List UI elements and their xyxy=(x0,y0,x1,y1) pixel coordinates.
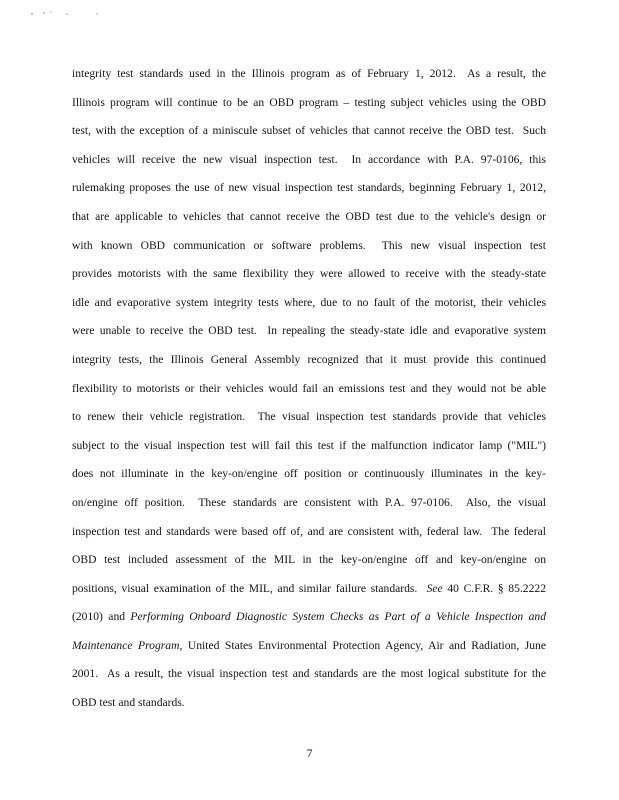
text-line xyxy=(72,117,546,146)
text-segment: with known OBD communication or software problems. This new visual inspection test xyxy=(72,238,546,252)
text-line xyxy=(72,518,546,547)
text-segment: Illinois program will continue to be an OBD program – testing subject vehicles using the OBD xyxy=(72,95,546,109)
text-line xyxy=(72,174,546,203)
text-line xyxy=(72,460,546,489)
text-segment: integrity tests, the Illinois General Assembly recognized that it must provide this continued xyxy=(72,352,546,366)
text-segment: OBD test and standards. xyxy=(72,696,185,710)
text-line xyxy=(72,660,546,689)
page-number: 7 xyxy=(306,747,313,760)
text-line xyxy=(72,489,546,518)
text-segment: does not illuminate in the key-on/engine off position or continuously illuminates in the key- xyxy=(72,467,546,481)
body-paragraph xyxy=(72,60,546,718)
text-segment: 2001. As a result, the visual inspection test and standards are the most logical substitute for the xyxy=(72,667,546,681)
text-line xyxy=(72,689,546,718)
text-line xyxy=(72,403,546,432)
text-line xyxy=(72,232,546,261)
text-line xyxy=(72,203,546,232)
text-line xyxy=(72,89,546,118)
italic-text: See xyxy=(426,581,443,595)
text-segment: provides motorists with the same flexibility they were allowed to receive with the steady-state xyxy=(72,267,546,281)
text-line xyxy=(72,60,546,89)
text-segment: on/engine off position. These standards are consistent with P.A. 97-0106. Also, the visual xyxy=(72,495,546,509)
text-segment: rulemaking proposes the use of new visual inspection test standards, beginning February 1, 2012, xyxy=(72,181,546,195)
text-segment: , United States Environmental Protection Agency, Air and Radiation, June xyxy=(179,638,546,652)
text-segment: inspection test and standards were based off of, and are consistent with, federal law. The federal xyxy=(72,524,546,538)
text-segment: 40 C.F.R. § 85.2222 xyxy=(442,581,546,595)
text-line xyxy=(72,289,546,318)
text-segment: to renew their vehicle registration. The visual inspection test standards provide that vehicles xyxy=(72,410,546,424)
text-segment: idle and evaporative system integrity tests where, due to no fault of the motorist, their vehicles xyxy=(72,295,546,309)
text-line xyxy=(72,260,546,289)
text-line xyxy=(72,375,546,404)
text-segment: were unable to receive the OBD test. In repealing the steady-state idle and evaporative system xyxy=(72,324,546,338)
text-segment: test, with the exception of a miniscule subset of vehicles that cannot receive the OBD test. Such xyxy=(72,124,546,138)
text-line xyxy=(72,575,546,604)
scan-speck-marks xyxy=(30,6,110,18)
text-line xyxy=(72,632,546,661)
text-segment: flexibility to motorists or their vehicles would fail an emissions test and they would not be able xyxy=(72,381,546,395)
italic-text: Maintenance Program xyxy=(72,638,180,652)
text-segment: positions, visual examination of the MIL, and similar failure standards. xyxy=(72,581,427,595)
text-line xyxy=(72,546,546,575)
text-segment: subject to the visual inspection test will fail this test if the malfunction indicator lamp ("MIL") xyxy=(72,438,546,452)
text-line xyxy=(72,603,546,632)
text-line xyxy=(72,346,546,375)
text-line xyxy=(72,146,546,175)
italic-text: Performing Onboard Diagnostic System Checks as Part of a Vehicle Inspection and xyxy=(130,610,546,624)
text-segment: OBD test included assessment of the MIL in the key-on/engine off and key-on/engine on xyxy=(72,553,546,567)
text-segment: that are applicable to vehicles that cannot receive the OBD test due to the vehicle's design or xyxy=(72,209,546,223)
text-line xyxy=(72,317,546,346)
text-segment: (2010) and xyxy=(72,610,131,624)
text-segment: vehicles will receive the new visual inspection test. In accordance with P.A. 97-0106, this xyxy=(72,152,546,166)
text-line xyxy=(72,432,546,461)
text-segment: integrity test standards used in the Illinois program as of February 1, 2012. As a result, the xyxy=(72,67,546,80)
